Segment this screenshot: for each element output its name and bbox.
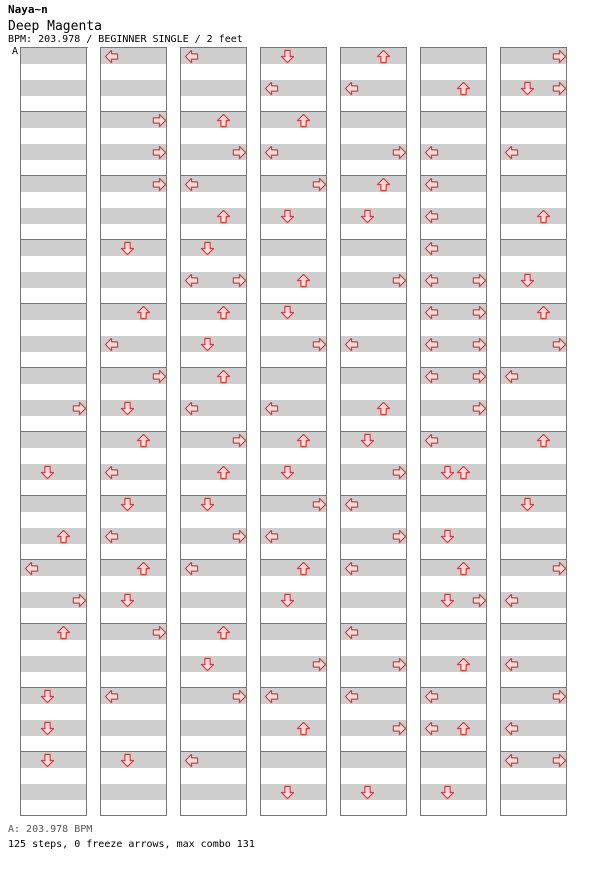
- right-arrow-icon: [72, 401, 87, 416]
- right-arrow-icon: [552, 689, 567, 704]
- right-arrow-icon: [552, 81, 567, 96]
- measure-line: [101, 303, 166, 304]
- left-arrow-icon: [504, 657, 519, 672]
- down-arrow-icon: [280, 49, 295, 64]
- right-arrow-icon: [472, 337, 487, 352]
- down-arrow-icon: [200, 497, 215, 512]
- up-arrow-icon: [456, 657, 471, 672]
- up-arrow-icon: [136, 305, 151, 320]
- right-arrow-icon: [472, 369, 487, 384]
- down-arrow-icon: [120, 593, 135, 608]
- up-arrow-icon: [376, 401, 391, 416]
- left-arrow-icon: [184, 753, 199, 768]
- down-arrow-icon: [520, 497, 535, 512]
- beat-stripe: [341, 304, 406, 320]
- measure-line: [261, 623, 326, 624]
- measure-line: [501, 175, 566, 176]
- beat-stripe: [421, 560, 486, 576]
- measure-line: [21, 175, 86, 176]
- left-arrow-icon: [344, 561, 359, 576]
- beat-stripe: [21, 784, 86, 800]
- right-arrow-icon: [312, 337, 327, 352]
- measure-line: [181, 367, 246, 368]
- beat-stripe: [421, 112, 486, 128]
- up-arrow-icon: [456, 81, 471, 96]
- beat-stripe: [421, 48, 486, 64]
- measure-line: [341, 303, 406, 304]
- measure-line: [341, 367, 406, 368]
- step-stats: 125 steps, 0 freeze arrows, max combo 131: [8, 839, 255, 850]
- chart-column: [260, 47, 327, 816]
- right-arrow-icon: [232, 529, 247, 544]
- left-arrow-icon: [104, 689, 119, 704]
- left-arrow-icon: [264, 81, 279, 96]
- left-arrow-icon: [344, 689, 359, 704]
- left-arrow-icon: [424, 209, 439, 224]
- beat-stripe: [501, 432, 566, 448]
- up-arrow-icon: [216, 625, 231, 640]
- measure-line: [101, 559, 166, 560]
- beat-stripe: [421, 752, 486, 768]
- beat-stripe: [261, 112, 326, 128]
- measure-line: [261, 239, 326, 240]
- up-arrow-icon: [216, 209, 231, 224]
- beat-stripe: [421, 496, 486, 512]
- beat-stripe: [21, 496, 86, 512]
- left-arrow-icon: [264, 529, 279, 544]
- beat-stripe: [341, 176, 406, 192]
- left-arrow-icon: [344, 337, 359, 352]
- chart-column: [420, 47, 487, 816]
- measure-line: [21, 111, 86, 112]
- beat-stripe: [21, 144, 86, 160]
- left-arrow-icon: [104, 337, 119, 352]
- right-arrow-icon: [392, 273, 407, 288]
- beat-stripe: [21, 112, 86, 128]
- right-arrow-icon: [72, 593, 87, 608]
- bpm-legend: A: 203.978 BPM: [8, 824, 93, 835]
- bpm-marker-label: A: [12, 46, 19, 57]
- up-arrow-icon: [296, 721, 311, 736]
- left-arrow-icon: [184, 273, 199, 288]
- left-arrow-icon: [184, 49, 199, 64]
- down-arrow-icon: [360, 209, 375, 224]
- measure-line: [21, 303, 86, 304]
- beat-stripe: [501, 528, 566, 544]
- chart-column: [340, 47, 407, 816]
- beat-stripe: [21, 656, 86, 672]
- up-arrow-icon: [296, 273, 311, 288]
- up-arrow-icon: [536, 305, 551, 320]
- down-arrow-icon: [360, 433, 375, 448]
- beat-stripe: [501, 304, 566, 320]
- left-arrow-icon: [264, 689, 279, 704]
- beat-stripe: [21, 208, 86, 224]
- right-arrow-icon: [552, 753, 567, 768]
- down-arrow-icon: [440, 593, 455, 608]
- beat-stripe: [261, 272, 326, 288]
- beat-stripe: [341, 112, 406, 128]
- left-arrow-icon: [504, 593, 519, 608]
- left-arrow-icon: [104, 465, 119, 480]
- up-arrow-icon: [56, 529, 71, 544]
- up-arrow-icon: [136, 561, 151, 576]
- up-arrow-icon: [296, 113, 311, 128]
- measure-line: [501, 623, 566, 624]
- down-arrow-icon: [40, 721, 55, 736]
- up-arrow-icon: [136, 433, 151, 448]
- measure-line: [421, 495, 486, 496]
- beat-stripe: [341, 752, 406, 768]
- beat-stripe: [101, 208, 166, 224]
- left-arrow-icon: [184, 561, 199, 576]
- right-arrow-icon: [152, 145, 167, 160]
- beat-stripe: [181, 592, 246, 608]
- down-arrow-icon: [120, 241, 135, 256]
- down-arrow-icon: [280, 305, 295, 320]
- measure-line: [501, 239, 566, 240]
- beat-stripe: [501, 624, 566, 640]
- right-arrow-icon: [312, 657, 327, 672]
- down-arrow-icon: [200, 657, 215, 672]
- beat-stripe: [501, 784, 566, 800]
- left-arrow-icon: [344, 497, 359, 512]
- measure-line: [21, 495, 86, 496]
- right-arrow-icon: [312, 497, 327, 512]
- beat-stripe: [501, 176, 566, 192]
- up-arrow-icon: [456, 561, 471, 576]
- left-arrow-icon: [424, 241, 439, 256]
- beat-stripe: [261, 240, 326, 256]
- beat-stripe: [261, 560, 326, 576]
- measure-line: [501, 303, 566, 304]
- right-arrow-icon: [152, 177, 167, 192]
- beat-stripe: [101, 784, 166, 800]
- beat-stripe: [501, 208, 566, 224]
- down-arrow-icon: [280, 593, 295, 608]
- down-arrow-icon: [520, 273, 535, 288]
- right-arrow-icon: [312, 177, 327, 192]
- right-arrow-icon: [552, 337, 567, 352]
- right-arrow-icon: [392, 529, 407, 544]
- up-arrow-icon: [376, 177, 391, 192]
- left-arrow-icon: [24, 561, 39, 576]
- measure-line: [261, 751, 326, 752]
- measure-line: [261, 431, 326, 432]
- measure-line: [21, 431, 86, 432]
- beat-stripe: [261, 624, 326, 640]
- chart-column: [180, 47, 247, 816]
- beat-stripe: [21, 176, 86, 192]
- beat-stripe: [261, 752, 326, 768]
- up-arrow-icon: [296, 433, 311, 448]
- left-arrow-icon: [424, 337, 439, 352]
- down-arrow-icon: [200, 241, 215, 256]
- left-arrow-icon: [184, 177, 199, 192]
- down-arrow-icon: [40, 689, 55, 704]
- measure-line: [501, 431, 566, 432]
- left-arrow-icon: [424, 433, 439, 448]
- beat-stripe: [101, 272, 166, 288]
- beat-stripe: [101, 656, 166, 672]
- left-arrow-icon: [504, 753, 519, 768]
- left-arrow-icon: [504, 721, 519, 736]
- beat-stripe: [341, 48, 406, 64]
- left-arrow-icon: [504, 369, 519, 384]
- measure-line: [341, 175, 406, 176]
- beat-stripe: [21, 48, 86, 64]
- up-arrow-icon: [216, 113, 231, 128]
- down-arrow-icon: [120, 497, 135, 512]
- measure-line: [261, 367, 326, 368]
- down-arrow-icon: [200, 337, 215, 352]
- right-arrow-icon: [392, 721, 407, 736]
- left-arrow-icon: [344, 625, 359, 640]
- left-arrow-icon: [104, 49, 119, 64]
- beat-stripe: [101, 304, 166, 320]
- measure-line: [421, 623, 486, 624]
- measure-line: [341, 111, 406, 112]
- beat-stripe: [501, 240, 566, 256]
- beat-stripe: [421, 624, 486, 640]
- beat-stripe: [421, 80, 486, 96]
- right-arrow-icon: [232, 433, 247, 448]
- left-arrow-icon: [104, 529, 119, 544]
- right-arrow-icon: [232, 145, 247, 160]
- beat-stripe: [261, 368, 326, 384]
- beat-stripe: [261, 432, 326, 448]
- beat-stripe: [501, 400, 566, 416]
- up-arrow-icon: [296, 561, 311, 576]
- chart-column: [500, 47, 567, 816]
- measure-line: [421, 559, 486, 560]
- measure-line: [181, 111, 246, 112]
- down-arrow-icon: [440, 785, 455, 800]
- up-arrow-icon: [56, 625, 71, 640]
- left-arrow-icon: [424, 305, 439, 320]
- measure-line: [341, 751, 406, 752]
- measure-line: [101, 431, 166, 432]
- left-arrow-icon: [424, 145, 439, 160]
- beat-stripe: [181, 304, 246, 320]
- song-title: Deep Magenta: [8, 19, 102, 34]
- measure-line: [261, 559, 326, 560]
- beat-stripe: [181, 784, 246, 800]
- right-arrow-icon: [232, 273, 247, 288]
- up-arrow-icon: [216, 465, 231, 480]
- right-arrow-icon: [552, 49, 567, 64]
- beat-stripe: [341, 400, 406, 416]
- right-arrow-icon: [392, 465, 407, 480]
- left-arrow-icon: [264, 401, 279, 416]
- left-arrow-icon: [424, 177, 439, 192]
- down-arrow-icon: [360, 785, 375, 800]
- up-arrow-icon: [456, 465, 471, 480]
- chart-column: [20, 47, 87, 816]
- down-arrow-icon: [40, 465, 55, 480]
- chart-column: [100, 47, 167, 816]
- right-arrow-icon: [472, 305, 487, 320]
- beat-stripe: [181, 368, 246, 384]
- measure-line: [421, 751, 486, 752]
- beat-stripe: [21, 80, 86, 96]
- down-arrow-icon: [40, 753, 55, 768]
- beat-stripe: [21, 272, 86, 288]
- beat-stripe: [21, 528, 86, 544]
- beat-stripe: [21, 432, 86, 448]
- beat-stripe: [501, 112, 566, 128]
- right-arrow-icon: [152, 369, 167, 384]
- right-arrow-icon: [152, 113, 167, 128]
- right-arrow-icon: [472, 273, 487, 288]
- left-arrow-icon: [424, 273, 439, 288]
- up-arrow-icon: [536, 433, 551, 448]
- beat-stripe: [501, 464, 566, 480]
- left-arrow-icon: [184, 401, 199, 416]
- measure-line: [21, 623, 86, 624]
- beat-stripe: [181, 464, 246, 480]
- down-arrow-icon: [120, 401, 135, 416]
- measure-line: [501, 111, 566, 112]
- beat-stripe: [181, 720, 246, 736]
- beat-stripe: [181, 208, 246, 224]
- beat-stripe: [181, 112, 246, 128]
- left-arrow-icon: [424, 369, 439, 384]
- down-arrow-icon: [280, 785, 295, 800]
- up-arrow-icon: [456, 721, 471, 736]
- measure-line: [21, 239, 86, 240]
- beat-stripe: [21, 368, 86, 384]
- down-arrow-icon: [520, 81, 535, 96]
- down-arrow-icon: [120, 753, 135, 768]
- up-arrow-icon: [216, 369, 231, 384]
- beat-stripe: [341, 240, 406, 256]
- down-arrow-icon: [280, 465, 295, 480]
- measure-line: [261, 111, 326, 112]
- measure-line: [181, 623, 246, 624]
- left-arrow-icon: [424, 721, 439, 736]
- down-arrow-icon: [440, 529, 455, 544]
- right-arrow-icon: [472, 593, 487, 608]
- left-arrow-icon: [504, 145, 519, 160]
- right-arrow-icon: [152, 625, 167, 640]
- beat-stripe: [21, 240, 86, 256]
- beat-stripe: [341, 368, 406, 384]
- measure-line: [181, 303, 246, 304]
- up-arrow-icon: [376, 49, 391, 64]
- chart-info: BPM: 203.978 / BEGINNER SINGLE / 2 feet: [8, 34, 243, 45]
- right-arrow-icon: [232, 689, 247, 704]
- beat-stripe: [21, 304, 86, 320]
- left-arrow-icon: [424, 689, 439, 704]
- up-arrow-icon: [536, 209, 551, 224]
- left-arrow-icon: [344, 81, 359, 96]
- measure-line: [341, 239, 406, 240]
- beat-stripe: [101, 560, 166, 576]
- beat-stripe: [181, 80, 246, 96]
- measure-line: [21, 367, 86, 368]
- measure-line: [421, 111, 486, 112]
- song-artist: Naya~n: [8, 3, 48, 16]
- up-arrow-icon: [216, 305, 231, 320]
- beat-stripe: [101, 720, 166, 736]
- beat-stripe: [341, 592, 406, 608]
- down-arrow-icon: [440, 465, 455, 480]
- down-arrow-icon: [280, 209, 295, 224]
- beat-stripe: [421, 656, 486, 672]
- beat-stripe: [21, 336, 86, 352]
- right-arrow-icon: [552, 561, 567, 576]
- beat-stripe: [101, 80, 166, 96]
- right-arrow-icon: [392, 657, 407, 672]
- right-arrow-icon: [472, 401, 487, 416]
- beat-stripe: [21, 624, 86, 640]
- beat-stripe: [101, 432, 166, 448]
- right-arrow-icon: [392, 145, 407, 160]
- beat-stripe: [261, 720, 326, 736]
- left-arrow-icon: [264, 145, 279, 160]
- beat-stripe: [181, 624, 246, 640]
